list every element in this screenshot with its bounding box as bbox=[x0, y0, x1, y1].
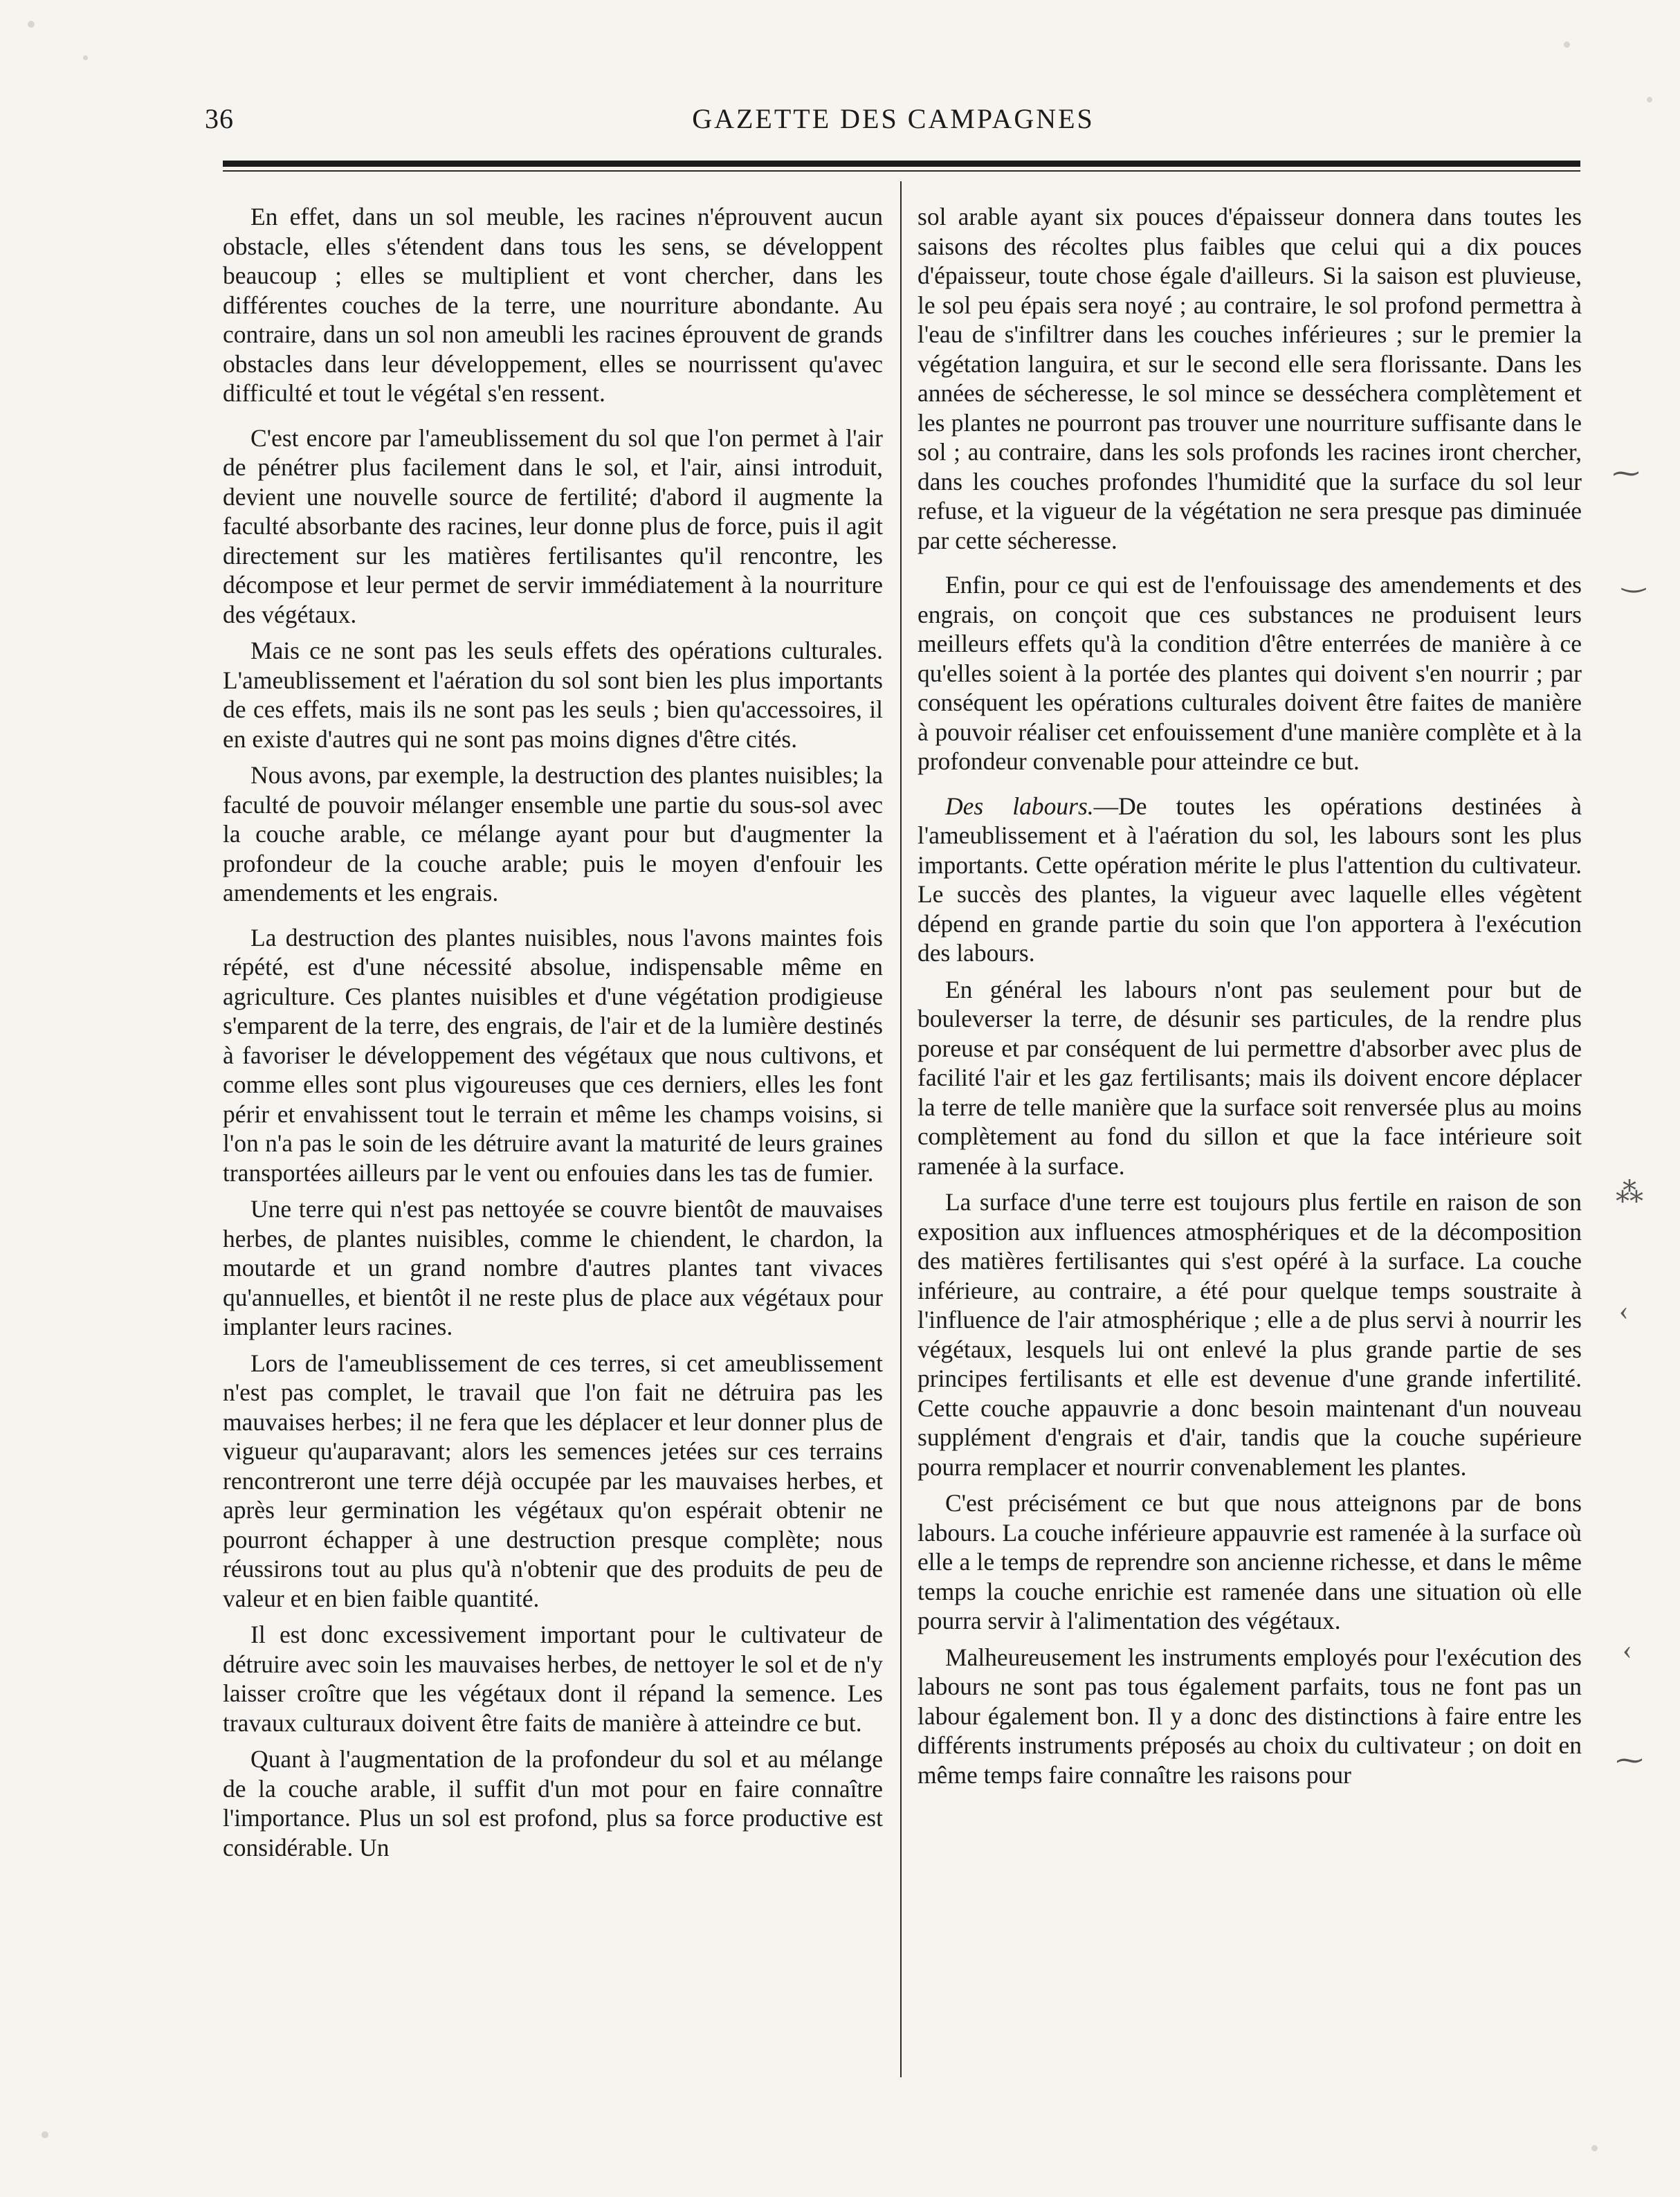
paragraph: C'est encore par l'ameublissement du sol que l'on permet à l'air de pénétrer plus facilement dans le sol, et l'air, ainsi introduit, devient une nouvelle source de fertilité; d'abord il augmente la faculté absorbante des racines, leur donne plus de force, puis il agit directement sur les matières fertilisantes qu'il rencontre, les décompose et leur permet de servir immédiatement à la nourriture des végétaux. bbox=[223, 423, 883, 628]
scan-speckle bbox=[1564, 42, 1570, 48]
paragraph: sol arable ayant six pouces d'épaisseur donnera dans toutes les saisons des récoltes plus faibles que celui qui a dix pouces d'épaisseur, toute chose égale d'ailleurs. Si la saison est pluvieuse, le sol peu épais sera noyé ; au contraire, le sol profond permettra à l'eau de s'infiltrer dans les couches inférieures ; sur le premier la végétation languira, et sur le second elle sera florissante. Dans les années de sécheresse, le sol mince se desséchera complètement et les plantes ne pourront pas trouver une nourriture suffisante dans le sol ; au contraire, dans les sols profonds les racines iront chercher, dans les couches profondes l'humidité que la surface du sol leur refuse, et la vigueur de la végétation ne sera presque pas diminuée par cette sécheresse. bbox=[917, 203, 1582, 554]
page-header bbox=[205, 97, 1582, 138]
paragraph: La surface d'une terre est toujours plus fertile en raison de son exposition aux influences atmosphériques et de la décomposition des matières fertilisantes qui s'est opéré à la surface. La couche inférieure, au contraire, a été pour quelque temps soustraite à l'influence de l'air atmosphérique ; elle a de plus servi à nourrir les végétaux, lesquels lui ont enlevé la plus grande partie de ses principes fertilisants et elle est devenue d'une grande infertilité. Cette couche appauvrie a donc besoin maintenant d'un nouveau supplément d'engrais et d'air, tandis que la couche supérieure pourra remplacer et nourrir convenablement les plantes. bbox=[917, 1188, 1582, 1481]
margin-mark: ‿ bbox=[1623, 561, 1645, 592]
margin-mark: ‹ bbox=[1623, 1634, 1632, 1665]
paragraph: Enfin, pour ce qui est de l'enfouissage des amendements et des engrais, on conçoit que ces substances ne produisent leurs meilleurs effets qu'à la condition d'être enterrées de manière à ce qu'elles soient à la portée des plantes qui doivent s'en nourrir ; par conséquent les opérations culturales doivent être faites de manière à pouvoir réaliser cet enfouissement d'une manière complète et à la profondeur convenable pour atteindre ce but. bbox=[917, 571, 1582, 775]
section-text: —De toutes les opérations destinées à l'ameublissement et à l'aération du sol, les labours sont les plus importants. Cette opération mérite le plus l'attention du cultivateur. Le succès des plantes, la vigueur avec laquelle elles végètent dépend en grande partie du soin que l'on apportera à l'exécution des labours. bbox=[917, 792, 1582, 967]
margin-mark: ⁓ bbox=[1612, 457, 1640, 489]
page-number: 36 bbox=[205, 103, 234, 134]
header-rule-thin bbox=[223, 170, 1580, 172]
margin-mark: ⁓ bbox=[1616, 1744, 1643, 1776]
paragraph: Une terre qui n'est pas nettoyée se couvre bientôt de mauvaises herbes, de plantes nuisibles, comme le chiendent, le chardon, la moutarde et un grand nombre d'autres plantes tant vivaces qu'annuelles, et bientôt il ne reste plus de place aux végétaux pour implanter leurs racines. bbox=[223, 1195, 883, 1340]
paragraph: La destruction des plantes nuisibles, nous l'avons maintes fois répété, est d'une nécessité absolue, indispensable même en agriculture. Ces plantes nuisibles et d'une végétation prodigieuse s'emparent de la terre, des engrais, de l'air et de la lumière destinés à favoriser le développement des végétaux que nous cultivons, et comme elles sont plus vigoureuses que ces derniers, elles les font périr et envahissent tout le terrain et même les champs voisins, si l'on n'a pas le soin de les détruire avant la maturité de leurs graines transportées ailleurs par le vent ou enfouies dans les tas de fumier. bbox=[223, 923, 883, 1187]
left-column bbox=[223, 202, 883, 2084]
section-paragraph bbox=[917, 792, 1582, 968]
right-column bbox=[917, 202, 1582, 2084]
paragraph: En général les labours n'ont pas seulement pour but de bouleverser la terre, de désunir ses particules, de la rendre plus poreuse et par conséquent de lui permettre d'absorber avec plus de facilité l'air et les gaz fertilisants; mais ils doivent encore déplacer la terre de telle manière que la surface soit renversée plus au moins complètement au fond du sillon et que la face intérieure soit ramenée à la surface. bbox=[917, 975, 1582, 1180]
paragraph: Lors de l'ameublissement de ces terres, si cet ameublissement n'est pas complet, le travail que l'on fait ne détruira pas les mauvaises herbes; il ne fera que les déplacer et leur donner plus de vigueur qu'auparavant; alors les semences jetées sur ces terrains rencontreront une terre déjà occupée par les mauvaises herbes, et après leur germination les végétaux qu'on espérait obtenir ne pourront échapper à une destruction presque complète; nous réussirons tout au plus qu'à n'obtenir que des produits de peu de valeur et en bien faible quantité. bbox=[223, 1349, 883, 1612]
header-rule-thick bbox=[223, 161, 1580, 167]
paragraph: Nous avons, par exemple, la destruction des plantes nuisibles; la faculté de pouvoir mélanger ensemble une partie du sous-sol avec la couche arable, ce mélange ayant pour but d'augmenter la profondeur de la couche arable; puis le moyen d'enfouir les amendements et les engrais. bbox=[223, 761, 883, 906]
running-title: GAZETTE DES CAMPAGNES bbox=[692, 103, 1095, 134]
scan-speckle bbox=[1647, 97, 1652, 102]
paragraph: Quant à l'augmentation de la profondeur du sol et au mélange de la couche arable, il suffit d'un mot pour en faire connaître l'importance. Plus un sol est profond, plus sa force productive est considérable. Un bbox=[223, 1745, 883, 1861]
margin-mark: ⁂ bbox=[1616, 1177, 1643, 1208]
paragraph: C'est précisément ce but que nous atteignons par de bons labours. La couche inférieure appauvrie est ramenée à la surface où elle a le temps de reprendre son ancienne richesse, et dans le même temps la couche enrichie est ramenée dans une situation où elle pourra servir à l'alimentation des végétaux. bbox=[917, 1489, 1582, 1634]
paragraph: Mais ce ne sont pas les seuls effets des opérations culturales. L'ameublissement et l'aération du sol sont bien les plus importants de ces effets, mais ils ne sont pas les seuls ; bien qu'accessoires, il en existe d'autres qui ne sont pas moins dignes d'être cités. bbox=[223, 637, 883, 753]
scan-speckle bbox=[1591, 2145, 1598, 2151]
paragraph: Malheureusement les instruments employés pour l'exécution des labours ne sont pas tous également parfaits, tous ne font pas un labour également bon. Il y a donc des distinctions à faire entre les différents instruments préposés au choix du cultivateur ; on doit en même temps faire connaître les raisons pour bbox=[917, 1643, 1582, 1789]
margin-mark: ‹ bbox=[1619, 1295, 1629, 1326]
paragraph: En effet, dans un sol meuble, les racines n'éprouvent aucun obstacle, elles s'étendent dans tous les sens, se développent beaucoup ; elles se multiplient et vont chercher, dans les différentes couches de la terre, une nourriture abondante. Au contraire, dans un sol non ameubli les racines éprouvent de grands obstacles dans leur développement, elles se nourrissent qu'avec difficulté et tout le végétal s'en ressent. bbox=[223, 203, 883, 407]
paragraph: Il est donc excessivement important pour le cultivateur de détruire avec soin les mauvaises herbes, de nettoyer le sol et de n'y laisser croître que les végétaux dont il répand la semence. Les travaux culturaux doivent être faits de manière à atteindre ce but. bbox=[223, 1621, 883, 1737]
scan-speckle bbox=[83, 55, 88, 60]
scan-speckle bbox=[42, 2131, 48, 2138]
column-divider bbox=[900, 181, 902, 2077]
scan-speckle bbox=[28, 21, 35, 28]
section-heading: Des labours. bbox=[945, 792, 1094, 820]
